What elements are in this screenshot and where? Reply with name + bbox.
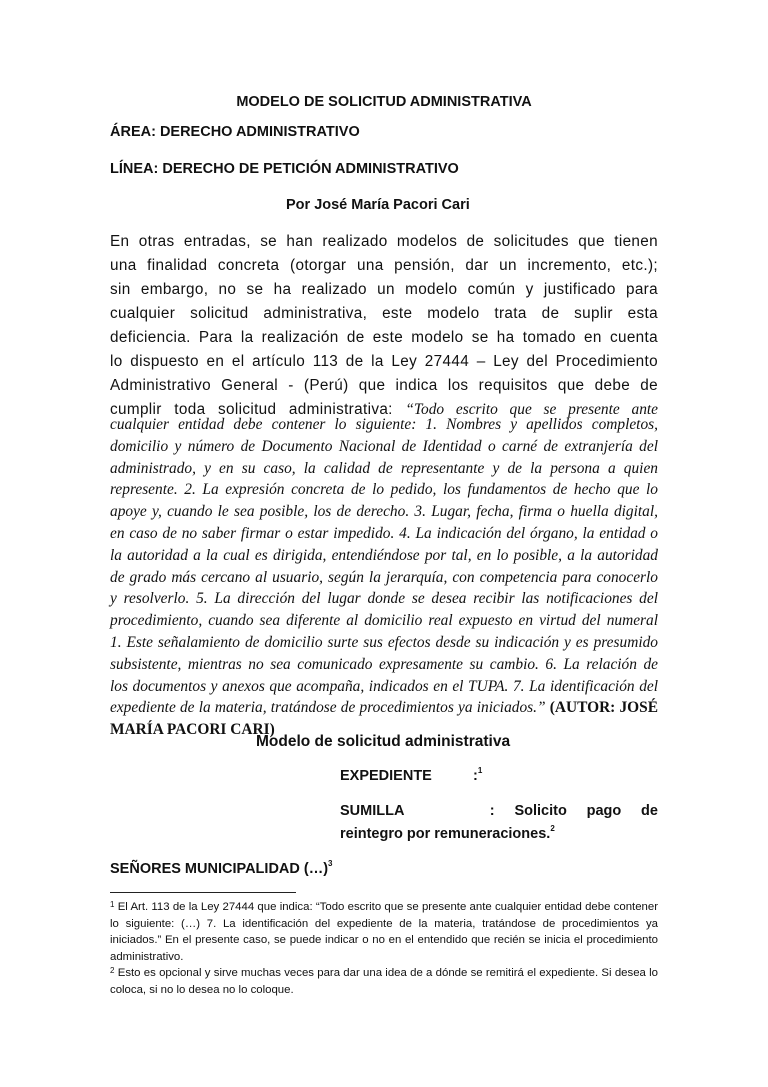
sumilla-word: de — [641, 803, 658, 819]
area-heading: ÁREA: DERECHO ADMINISTRATIVO — [110, 124, 360, 140]
sumilla-word: Solicito — [514, 803, 567, 819]
addressee-text: SEÑORES MUNICIPALIDAD (…) — [110, 861, 329, 877]
footnote-text: Esto es opcional y sirve muchas veces para dar una idea de a dónde se remitirá el expediente. Si desea lo coloca, si no lo desea no lo coloque. — [110, 967, 658, 996]
footnote-1 — [110, 899, 658, 965]
intro-paragraph — [110, 230, 658, 422]
expediente-colon — [473, 768, 482, 784]
author-line: Por José María Pacori Cari — [286, 197, 470, 213]
quote-line: cualquier entidad debe contener lo siguiente: 1. Nombres y apellidos completos, — [110, 416, 658, 433]
paragraph-line: una finalidad concreta (otorgar una pensión, dar un incremento, etc.); — [110, 257, 658, 274]
sumilla-row — [340, 803, 658, 819]
sumilla-label: SUMILLA — [340, 803, 405, 819]
quote-line — [110, 697, 658, 719]
quote-line: en caso de no saber firmar o estar impedido. 4. La indicación del órgano, la entidad o — [110, 524, 658, 542]
quote-text: expediente de la materia, tratándose de procedimientos ya iniciados.” — [110, 699, 550, 717]
quote-line: la autoridad a la cual es dirigida, entendiéndose por tal, en lo posible, a la autoridad — [110, 546, 658, 564]
quote-line: procedimiento, cuando sea diferente al domicilio real expuesto en virtud del numeral — [110, 612, 658, 630]
quote-line: represente. 2. La expresión concreta de lo pedido, los fundamentos de hecho que lo — [110, 481, 658, 499]
author-credit-tail: MARÍA PACORI CARI) — [110, 721, 275, 739]
paragraph-line: sin embargo, no se ha realizado un modelo común y justificado para — [110, 281, 658, 298]
sumilla-line2 — [340, 826, 555, 842]
footnote-ref: 3 — [328, 859, 333, 868]
quote-line: los documentos y anexos que acompaña, indicados en el TUPA. 7. La identificación del — [110, 677, 658, 695]
sumilla-text: reintegro por remuneraciones. — [340, 826, 551, 842]
author-credit: (AUTOR: JOSÉ — [549, 699, 658, 717]
quote-line: domicilio y número de Documento Nacional de Identidad o carné de extranjería del — [110, 437, 658, 455]
quote-line: y resolverlo. 5. La dirección del lugar donde se desea recibir las notificaciones del — [110, 590, 658, 608]
footnote-ref: 2 — [550, 824, 555, 833]
sumilla-word: pago — [586, 803, 622, 819]
footnotes — [110, 899, 658, 998]
quote-line: subsistente, mientras no sea comunicado expresamente su cambio. 6. La relación de — [110, 655, 658, 673]
sumilla-colon: : — [489, 803, 495, 819]
quote-text: “Todo escrito que se presente ante — [405, 401, 658, 418]
footnote-number: 2 — [110, 966, 115, 975]
paragraph-line: lo dispuesto en el artículo 113 de la Ley 27444 – Ley del Procedimiento — [110, 353, 658, 370]
legal-quote — [110, 414, 658, 741]
model-heading: Modelo de solicitud administrativa — [256, 733, 511, 750]
plain-text: cumplir toda solicitud administrativa: — [110, 401, 406, 418]
addressee — [110, 861, 333, 877]
footnote-2 — [110, 965, 658, 998]
paragraph-line: Administrativo General - (Perú) que indica los requisitos que debe de — [110, 377, 658, 394]
linea-heading: LÍNEA: DERECHO DE PETICIÓN ADMINISTRATIVO — [110, 161, 459, 177]
quote-line: apoye y, cuando le sea posible, los de derecho. 3. Lugar, fecha, firma o huella digital, — [110, 503, 658, 521]
quote-line: de grado más cercano al usuario, según la jerarquía, con competencia para conocerlo — [110, 568, 658, 586]
footnote-text: El Art. 113 de la Ley 27444 que indica: “Todo escrito que se presente ante cualquier entidad debe contener lo siguiente: (…) 7. La identificación del expediente de la materia, tratándose de procedimientos ya iniciados.” En el presente caso, se puede indicar o no en el entendido que recién se inicia el procedimiento administrativo. — [110, 901, 658, 963]
quote-line: 1. Este señalamiento de domicilio surte sus efectos desde su indicación y es presumido — [110, 633, 658, 651]
paragraph-line: deficiencia. Para la realización de este modelo se ha tomado en cuenta — [110, 329, 658, 346]
colon: : — [473, 768, 478, 784]
footnote-divider — [110, 892, 296, 893]
paragraph-line: cualquier solicitud administrativa, este modelo trata de suplir esta — [110, 305, 658, 322]
document-title: MODELO DE SOLICITUD ADMINISTRATIVA — [236, 94, 532, 110]
paragraph-line: En otras entradas, se han realizado modelos de solicitudes que tienen — [110, 233, 658, 250]
quote-line: administrado, y en su caso, la calidad de representante y de la persona a quien — [110, 459, 658, 477]
footnote-number: 1 — [110, 900, 115, 909]
expediente-label: EXPEDIENTE — [340, 768, 432, 784]
footnote-ref: 1 — [477, 766, 483, 775]
